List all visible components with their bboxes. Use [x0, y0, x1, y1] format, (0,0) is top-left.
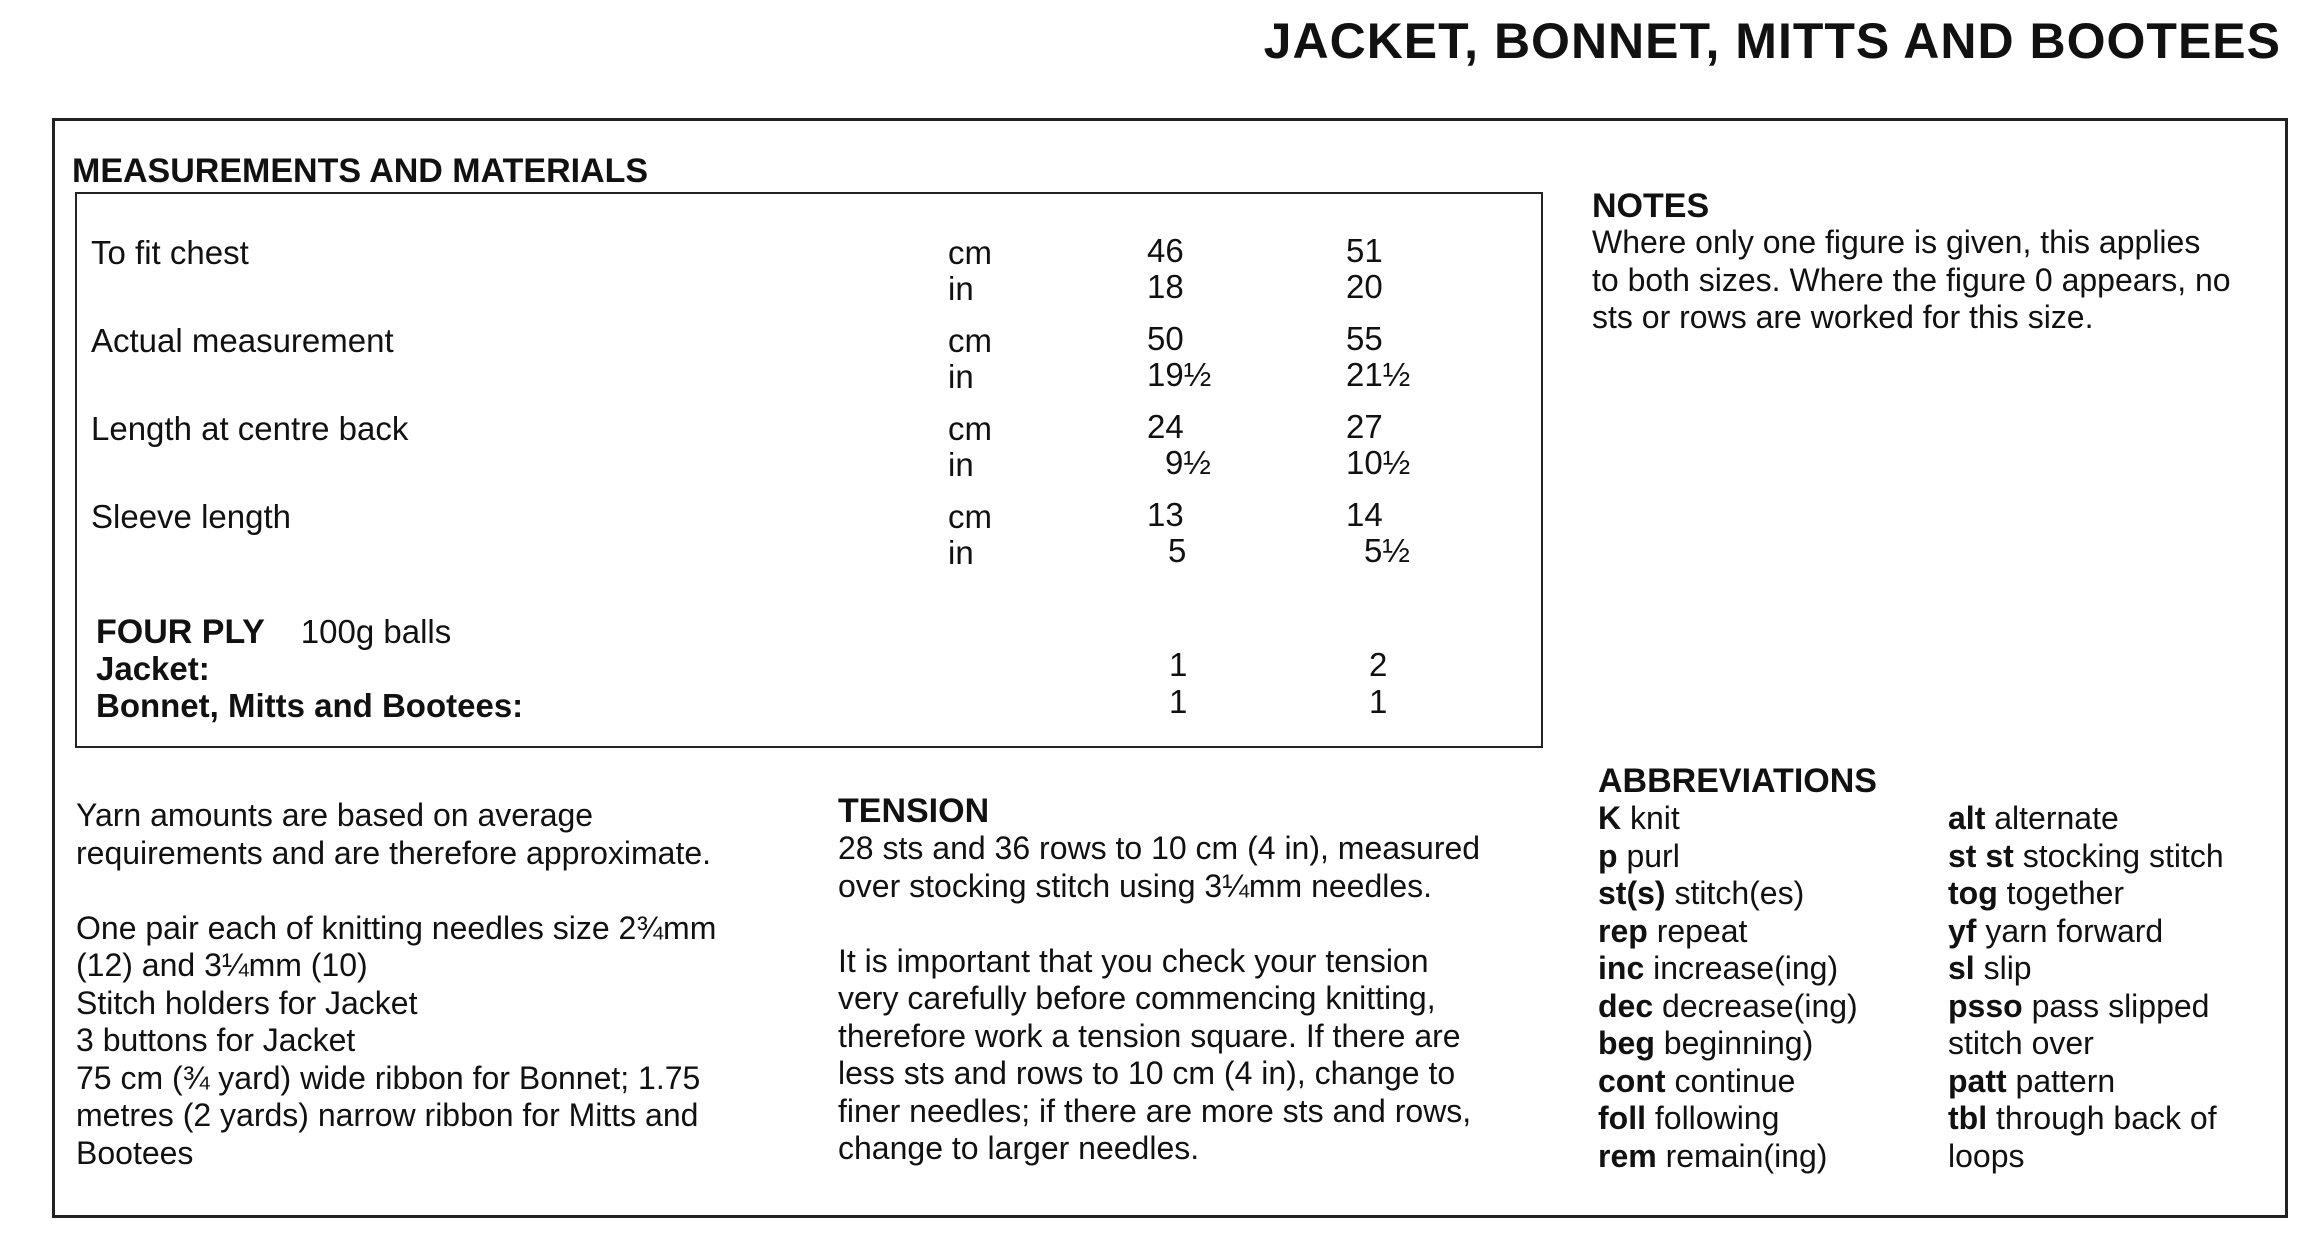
- tension-line: 28 sts and 36 rows to 10 cm (4 in), measured: [838, 830, 1481, 866]
- abbr-text: remain(ing): [1665, 1137, 1828, 1174]
- abbr-text: through back of: [1995, 1100, 2217, 1136]
- tension-text: [838, 830, 1480, 1168]
- abbr-text: stocking stitch: [2022, 837, 2224, 874]
- abbr-item: [1598, 1025, 1858, 1063]
- abbr-item: [1598, 950, 1858, 988]
- tension-line: finer needles; if there are more sts and rows,: [838, 1092, 1472, 1129]
- row-label: Actual measurement: [91, 322, 394, 359]
- abbr-item: [1948, 838, 2224, 876]
- abbr-text: alternate: [1994, 800, 2119, 836]
- size2-cm: 55: [1346, 320, 1383, 357]
- abbr-key: tbl: [1948, 1100, 1988, 1136]
- abbr-item: [1948, 875, 2224, 913]
- abbr-item: [1598, 875, 1858, 913]
- abbr-text: together: [2006, 875, 2125, 911]
- abbr-key: rep: [1598, 912, 1648, 949]
- row-unit-cm: cm: [948, 234, 992, 271]
- abbr-item: [1598, 1138, 1858, 1176]
- size1-cm: 24: [1147, 408, 1184, 445]
- tension-line: therefore work a tension square. If there are: [838, 1017, 1461, 1054]
- size1-cm: 46: [1147, 232, 1184, 269]
- yarn-item-label: Bonnet, Mitts and Bootees:: [96, 687, 524, 724]
- size2-cm: 14: [1346, 496, 1383, 533]
- notes-text: [1592, 224, 2231, 337]
- abbr-item: [1948, 1138, 2224, 1176]
- abbreviations-col2: [1948, 800, 2224, 1175]
- row-unit-in: in: [948, 270, 974, 307]
- measurements-table: [75, 192, 1543, 748]
- yarn-type: [96, 613, 451, 651]
- yarn-balls: 100g balls: [300, 613, 452, 650]
- abbr-key: K: [1598, 800, 1622, 836]
- abbr-text: beginning): [1663, 1025, 1814, 1061]
- row-label: To fit chest: [91, 234, 249, 271]
- abbreviations-heading: ABBREVIATIONS: [1598, 762, 1877, 800]
- abbr-text: decrease(ing): [1662, 987, 1858, 1024]
- yarn-name: FOUR PLY: [96, 613, 265, 651]
- page-title: JACKET, BONNET, MITTS AND BOOTEES: [1263, 13, 2281, 69]
- abbr-key: dec: [1598, 987, 1654, 1024]
- abbr-item: [1948, 1100, 2224, 1138]
- materials-line: Yarn amounts are based on average: [76, 797, 594, 833]
- abbr-item: [1598, 1100, 1858, 1138]
- abbr-key: alt: [1948, 800, 1986, 836]
- abbr-text: repeat: [1656, 912, 1748, 949]
- abbr-item: [1948, 913, 2224, 951]
- abbr-text: purl: [1626, 837, 1680, 874]
- tension-line: It is important that you check your tension: [838, 942, 1429, 979]
- materials-line: One pair each of knitting needles size 2¾mm: [76, 909, 717, 946]
- row-unit-in: in: [948, 446, 974, 483]
- abbr-key: foll: [1598, 1100, 1646, 1136]
- abbr-key: tog: [1948, 875, 1998, 911]
- abbr-text: yarn forward: [1985, 912, 2164, 949]
- abbr-text: knit: [1630, 800, 1680, 836]
- tension-heading: TENSION: [838, 792, 990, 830]
- row-unit-in: in: [948, 534, 974, 571]
- size1-cm: 13: [1147, 496, 1184, 533]
- tension-line: less sts and rows to 10 cm (4 in), change to: [838, 1055, 1456, 1091]
- abbr-key: st(s): [1598, 875, 1666, 911]
- size1-in: 18: [1147, 268, 1184, 305]
- row-unit-cm: cm: [948, 410, 992, 447]
- abbr-key: sl: [1948, 950, 1975, 986]
- abbr-item: [1598, 800, 1858, 838]
- abbreviations-col1: [1598, 800, 1858, 1175]
- abbr-key: patt: [1948, 1062, 2007, 1099]
- abbr-item: [1598, 838, 1858, 876]
- materials-line: [76, 872, 716, 910]
- abbr-item: [1948, 988, 2224, 1026]
- abbr-text: loops: [1948, 1137, 2025, 1174]
- materials-line: 3 buttons for Jacket: [76, 1022, 356, 1058]
- size1-in: 9½: [1165, 444, 1211, 481]
- materials-line: requirements and are therefore approximate.: [76, 834, 712, 871]
- materials-line: (12) and 3¼mm (10): [76, 947, 368, 983]
- abbr-text: continue: [1674, 1062, 1796, 1099]
- materials-text: [76, 797, 716, 1172]
- abbr-item: [1948, 1063, 2224, 1101]
- size2-cm: 27: [1346, 408, 1383, 445]
- yarn-item-size2: 1: [1369, 683, 1388, 720]
- yarn-item-size1: 1: [1169, 683, 1188, 720]
- size2-cm: 51: [1346, 232, 1383, 269]
- row-unit-cm: cm: [948, 322, 992, 359]
- notes-heading: NOTES: [1592, 187, 1710, 225]
- abbr-item: [1598, 988, 1858, 1026]
- notes-line: Where only one figure is given, this applies: [1592, 224, 2201, 260]
- measurements-heading: MEASUREMENTS AND MATERIALS: [72, 152, 649, 190]
- materials-line: 75 cm (¾ yard) wide ribbon for Bonnet; 1.75: [76, 1059, 701, 1096]
- yarn-item-label: Jacket:: [96, 650, 210, 687]
- abbr-key: beg: [1598, 1025, 1655, 1061]
- abbr-key: rem: [1598, 1137, 1657, 1174]
- abbr-key: p: [1598, 837, 1618, 874]
- abbr-item: [1948, 950, 2224, 988]
- size1-in: 5: [1168, 532, 1187, 569]
- abbr-item: [1948, 800, 2224, 838]
- row-unit-in: in: [948, 358, 974, 395]
- abbr-text: pattern: [2015, 1062, 2116, 1099]
- abbr-key: inc: [1598, 950, 1645, 986]
- yarn-item-size1: 1: [1169, 646, 1188, 683]
- row-label: Sleeve length: [91, 498, 291, 535]
- materials-line: Stitch holders for Jacket: [76, 984, 418, 1021]
- size1-in: 19½: [1147, 356, 1212, 393]
- row-unit-cm: cm: [948, 498, 992, 535]
- size2-in: 20: [1346, 268, 1383, 305]
- abbr-text: pass slipped: [2031, 987, 2210, 1024]
- abbr-key: cont: [1598, 1062, 1666, 1099]
- abbr-text: slip: [1983, 950, 2032, 986]
- size2-in: 5½: [1364, 532, 1410, 569]
- tension-line: over stocking stitch using 3¼mm needles.: [838, 867, 1433, 904]
- tension-line: very carefully before commencing knitting,: [838, 980, 1436, 1016]
- yarn-item-size2: 2: [1369, 646, 1388, 683]
- tension-line: change to larger needles.: [838, 1130, 1200, 1166]
- abbr-key: st st: [1948, 837, 2014, 874]
- abbr-key: yf: [1948, 912, 1977, 949]
- size2-in: 21½: [1346, 356, 1411, 393]
- abbr-text: stitch(es): [1674, 875, 1805, 911]
- abbr-text: following: [1654, 1100, 1780, 1136]
- abbr-item: [1948, 1025, 2224, 1063]
- size1-cm: 50: [1147, 320, 1184, 357]
- tension-line: [838, 905, 1480, 943]
- abbr-key: psso: [1948, 987, 2023, 1024]
- notes-line: to both sizes. Where the figure 0 appears, no: [1592, 261, 2231, 298]
- abbr-item: [1598, 913, 1858, 951]
- materials-line: Bootees: [76, 1134, 194, 1171]
- abbr-text: increase(ing): [1653, 950, 1839, 986]
- abbr-item: [1598, 1063, 1858, 1101]
- abbr-text: stitch over: [1948, 1025, 2094, 1061]
- materials-line: metres (2 yards) narrow ribbon for Mitts and: [76, 1097, 699, 1133]
- notes-line: sts or rows are worked for this size.: [1592, 299, 2094, 335]
- row-label: Length at centre back: [91, 410, 409, 447]
- size2-in: 10½: [1346, 444, 1411, 481]
